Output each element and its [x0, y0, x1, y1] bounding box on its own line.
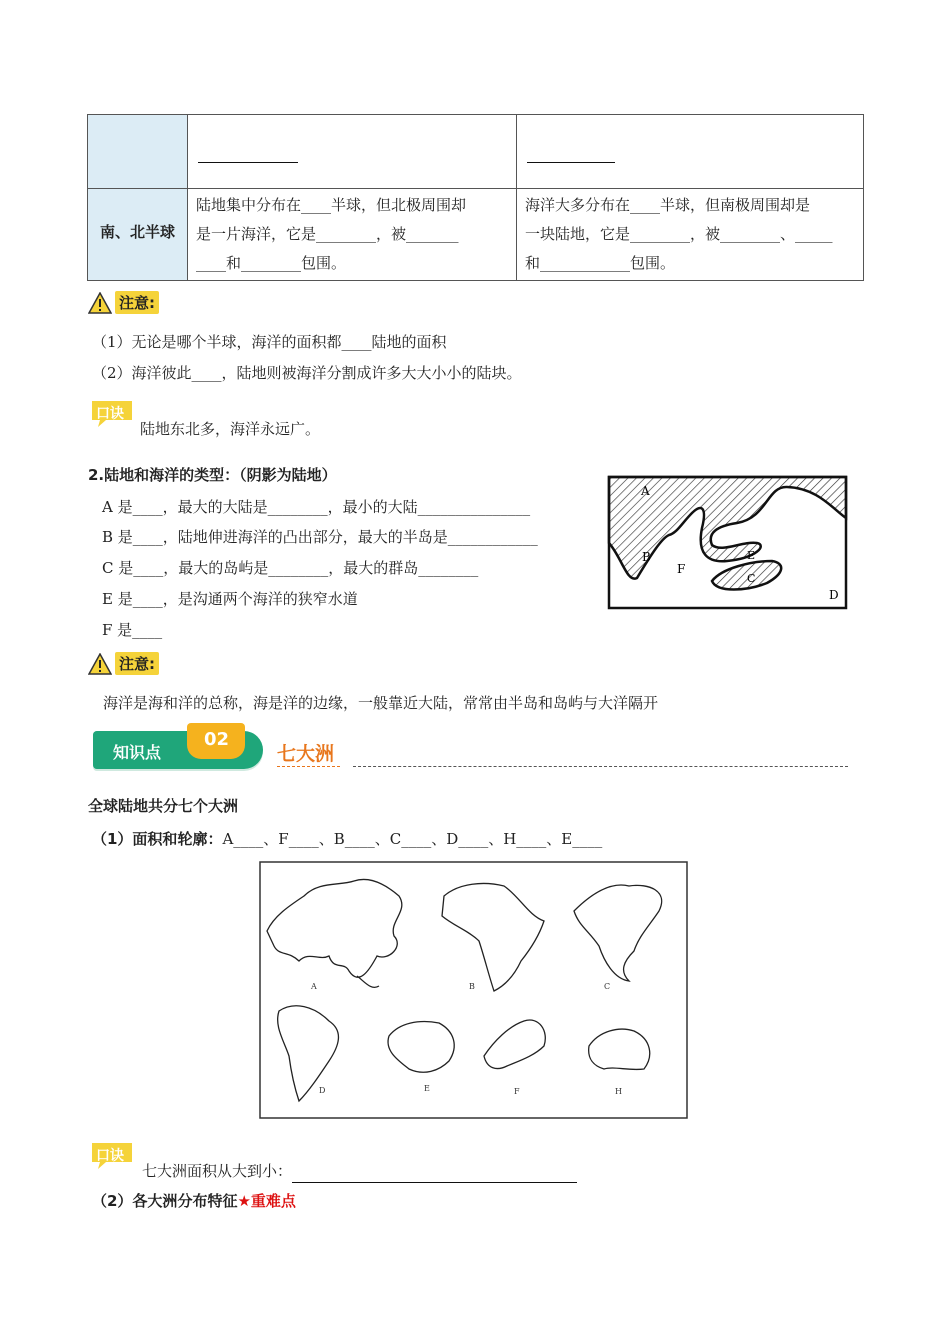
divider	[353, 766, 848, 767]
cell-line: 和____________包围。	[525, 254, 676, 272]
note-badge	[88, 652, 159, 675]
mnemonic-badge-label: 口诀	[96, 406, 124, 422]
sub-question	[92, 824, 602, 854]
question-line: E 是____，是沟通两个海洋的狭窄水道	[102, 590, 358, 608]
mnemonic-badge	[88, 1140, 136, 1174]
answer-blank	[527, 162, 615, 163]
note-item: （2）海洋彼此____，陆地则被海洋分割成许多大大小小的陆块。	[92, 364, 522, 382]
table-header-cell-empty	[88, 115, 188, 189]
diagram-label: B	[642, 550, 651, 564]
key-point-tag: 重难点	[250, 1192, 296, 1210]
cell-line: 是一片海洋，它是________，被_______	[196, 225, 459, 243]
question-line: A 是____，最大的大陆是________，最小的大陆_______________	[102, 498, 531, 516]
map-label: E	[424, 1084, 430, 1093]
sub-question-label: （2）各大洲分布特征	[92, 1192, 238, 1210]
continents-map	[259, 861, 689, 1120]
cell-line: ____和________包围。	[196, 254, 347, 272]
answer-blank	[198, 162, 298, 163]
mnemonic-text	[142, 1156, 577, 1186]
map-label: C	[604, 982, 611, 991]
warning-icon	[88, 292, 112, 314]
warning-icon	[88, 653, 112, 675]
table-cell-south	[517, 189, 864, 281]
diagram-label: C	[747, 572, 756, 585]
section-title: 2.陆地和海洋的类型：（阴影为陆地）	[88, 466, 337, 484]
map-label: B	[469, 982, 475, 991]
question-line: C 是____，最大的岛屿是________，最大的群岛________	[102, 559, 479, 577]
hemisphere-table	[87, 114, 864, 281]
answer-blank	[292, 1162, 577, 1183]
table-cell	[188, 115, 517, 189]
land-sea-diagram	[607, 473, 849, 610]
mnemonic-prompt: 七大洲面积从大到小：	[142, 1162, 293, 1180]
sub-question-blanks: A____、F____、B____、C____、D____、H____、E____	[222, 830, 603, 848]
knowledge-tag: 知识点	[113, 743, 162, 762]
diagram-label: F	[677, 562, 686, 576]
diagram-label: A	[641, 484, 650, 498]
star-icon: ★	[237, 1192, 251, 1210]
question-line: B 是____，陆地伸进海洋的凸出部分，最大的半岛是____________	[102, 528, 538, 546]
map-label: F	[514, 1087, 520, 1096]
table-cell	[517, 115, 864, 189]
note-text: 海洋是海和洋的总称，海是洋的边缘，一般靠近大陆，常常由半岛和岛屿与大洋隔开	[103, 694, 659, 712]
question-line: F 是____	[102, 621, 163, 639]
sub-question	[92, 1186, 296, 1216]
cell-line: 陆地集中分布在____半球，但北极周围却	[196, 196, 467, 214]
mnemonic-text: 陆地东北多，海洋永远广。	[140, 420, 321, 438]
knowledge-number: 02	[204, 729, 230, 750]
note-badge-label: 注意:	[115, 291, 159, 314]
map-label: D	[319, 1086, 326, 1095]
note-badge-label: 注意:	[115, 652, 159, 675]
sub-question-label: （1）面积和轮廓：	[92, 830, 223, 848]
map-label: H	[615, 1087, 622, 1096]
mnemonic-badge	[88, 398, 136, 432]
table-cell-north	[188, 189, 517, 281]
map-label: A	[311, 982, 317, 991]
mnemonic-badge-label: 口诀	[96, 1148, 124, 1164]
note-item: （1）无论是哪个半球，海洋的面积都____陆地的面积	[92, 333, 447, 351]
diagram-label: E	[747, 549, 756, 562]
cell-line: 一块陆地，它是________，被________、_____	[525, 225, 833, 243]
knowledge-point-banner	[93, 723, 273, 771]
table-header-cell	[88, 189, 188, 281]
cell-line: 海洋大多分布在____半球，但南极周围却是	[525, 196, 811, 214]
note-badge	[88, 291, 159, 314]
row-label: 南、北半球	[99, 223, 175, 241]
section-heading: 七大洲	[277, 739, 340, 767]
diagram-label: D	[829, 588, 839, 602]
continents-heading: 全球陆地共分七个大洲	[88, 797, 239, 815]
